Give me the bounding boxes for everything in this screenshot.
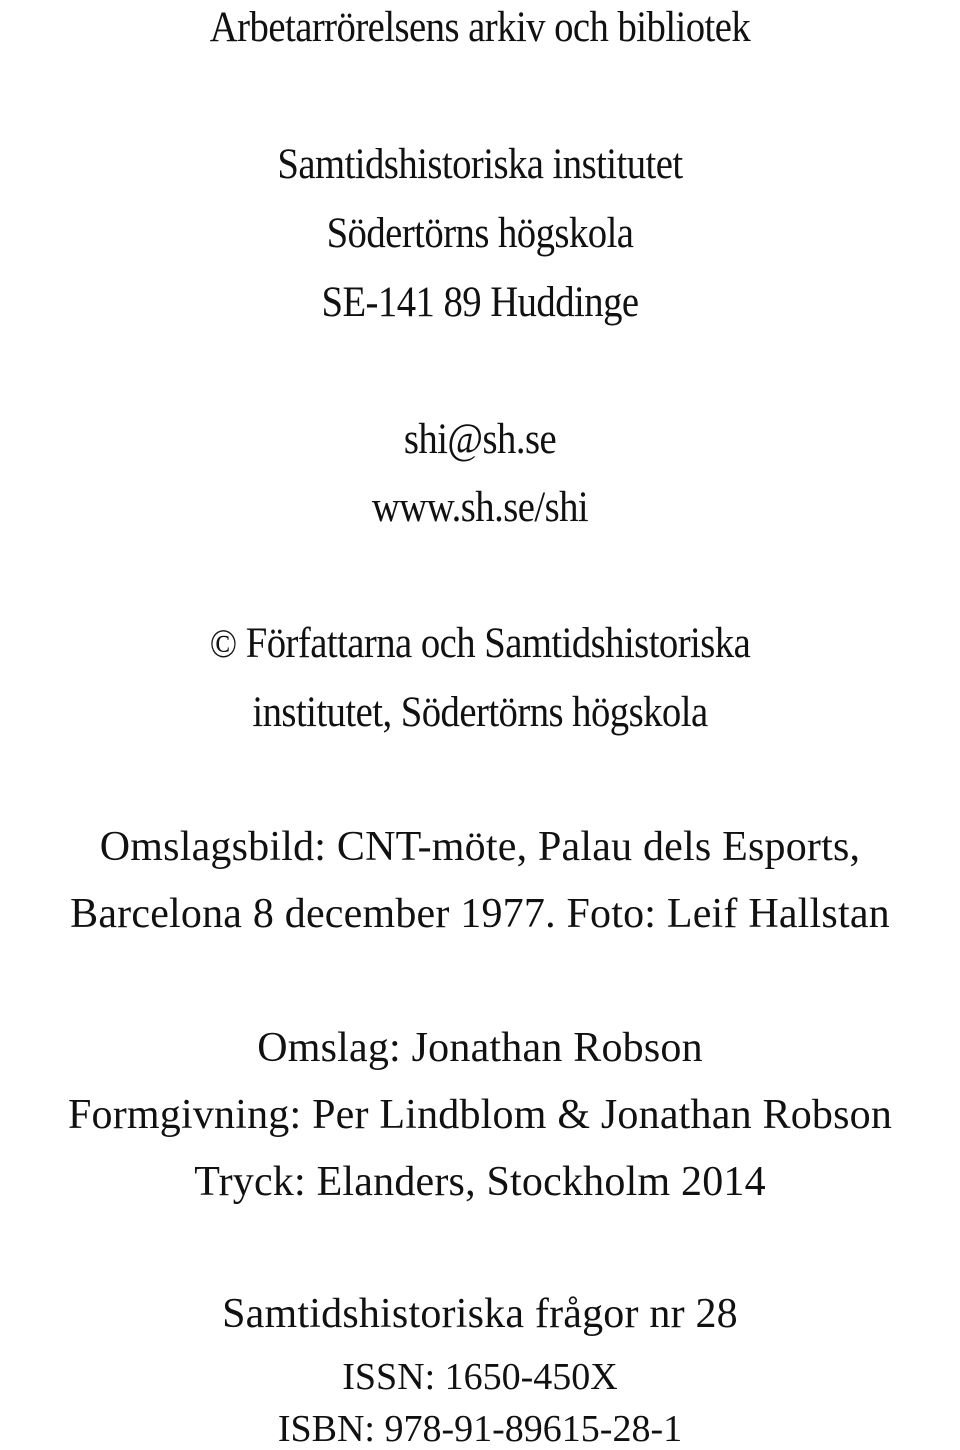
cover-credit: Omslag: Jonathan Robson [257, 1025, 703, 1071]
cover-image-line-2: Barcelona 8 december 1977. Foto: Leif Hallstan [70, 891, 890, 937]
isbn: ISBN: 978-91-89615-28-1 [277, 1408, 683, 1450]
print-credit: Tryck: Elanders, Stockholm 2014 [194, 1159, 766, 1205]
email-address: shi@sh.se [403, 416, 557, 463]
cover-image-line-1: Omslagsbild: CNT-möte, Palau dels Esports, [99, 824, 861, 870]
archive-name: Arbetarrörelsens arkiv och bibliotek [209, 4, 751, 51]
copyright-text-1: Författarna och Samtidshistoriska [245, 620, 751, 667]
issn: ISSN: 1650-450X [342, 1356, 618, 1398]
university-name: Södertörns högskola [326, 210, 634, 257]
institute-name: Samtidshistoriska institutet [277, 141, 683, 188]
copyright-icon: © [209, 621, 237, 666]
website-url: www.sh.se/shi [371, 484, 589, 531]
design-credit: Formgivning: Per Lindblom & Jonathan Robson [67, 1092, 893, 1138]
copyright-line-2: institutet, Södertörns högskola [252, 689, 708, 736]
postal-address: SE-141 89 Huddinge [321, 279, 639, 326]
copyright-line-1 [48, 622, 912, 665]
series-title: Samtidshistoriska frågor nr 28 [222, 1291, 738, 1337]
